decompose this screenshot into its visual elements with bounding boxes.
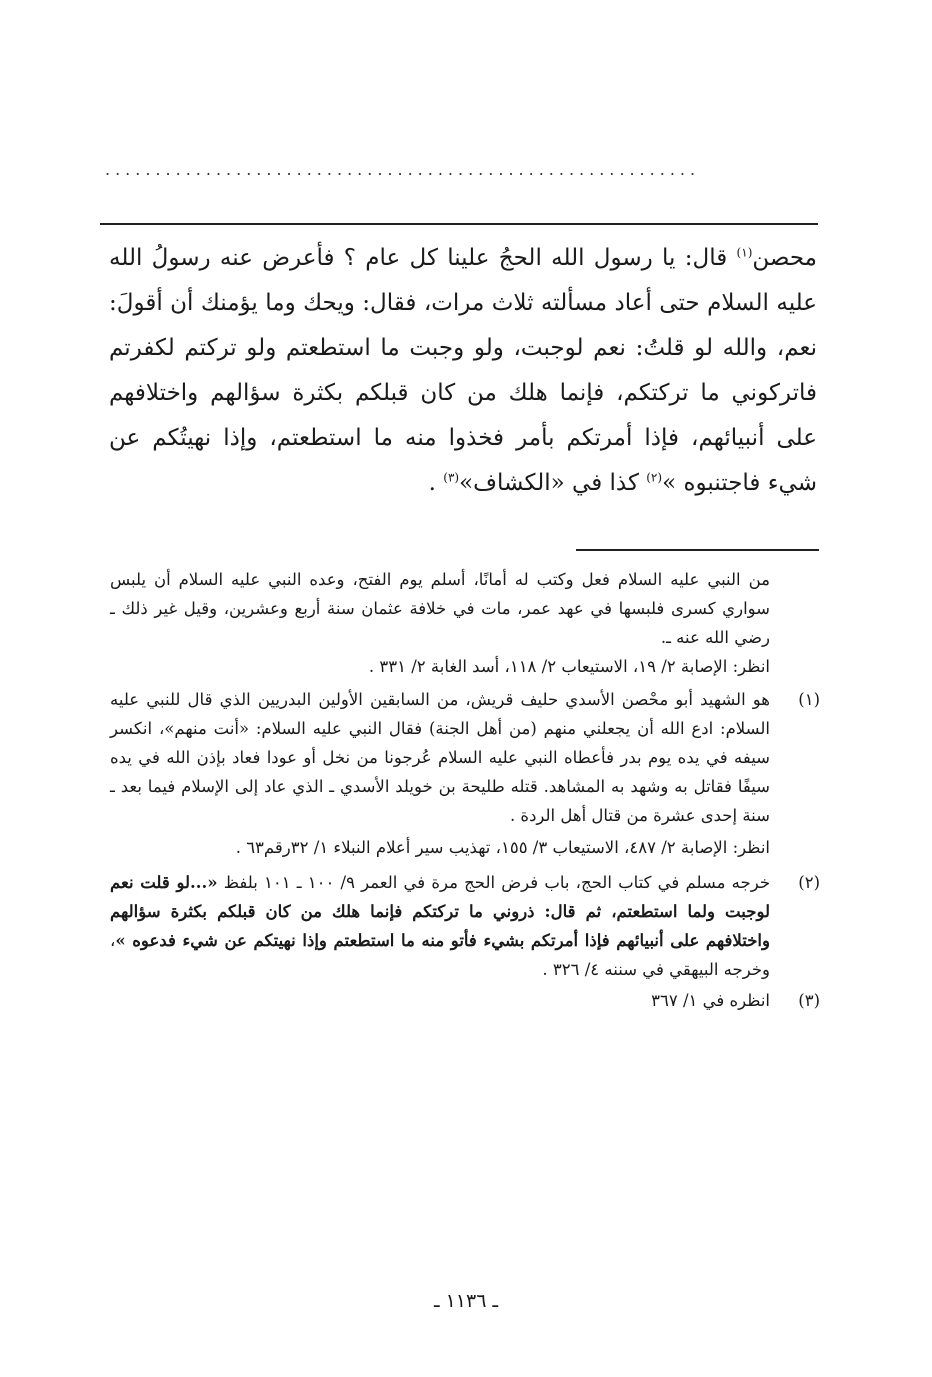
footnote-1 — [110, 685, 820, 862]
footnote-ref-1[interactable]: (١) — [736, 245, 753, 260]
footnote-ref-3[interactable]: (٣) — [443, 470, 460, 485]
footnote-rule — [576, 549, 819, 551]
page-number: ـ ١١٣٦ ـ — [433, 1290, 499, 1312]
footnote-2-text-after: ، وخرجه البيهقي في سننه ٤/ ٣٢٦ . — [110, 931, 770, 979]
main-text — [109, 236, 817, 506]
main-text-part-2: كذا في «الكشاف» — [459, 470, 647, 496]
footnote-2 — [110, 868, 820, 984]
footnote-continuation: من النبي عليه السلام فعل وكتب له أمانًا، أسلم يوم الفتح، وعده النبي عليه السلام أن يلبس سواري كسرى فلبسها في عهد عمر، مات في خلافة عثمان سنة أربع وعشرين، وقيل غير ذلك ـ رضي الله عنه ـ. — [110, 570, 770, 647]
footnotes — [110, 565, 820, 1015]
footnote-3-text: انظره في ١/ ٣٦٧ — [651, 991, 770, 1010]
footnote-2-text — [110, 868, 770, 984]
main-opening: محصن — [752, 245, 817, 271]
footnote-3 — [110, 986, 820, 1015]
footnote-2-text-before: خرجه مسلم في كتاب الحج، باب فرض الحج مرة في العمر ٩/ ١٠٠ ـ ١٠١ بلفظ — [217, 873, 771, 892]
footnote-2-number: (٢) — [798, 873, 820, 892]
footnote-1-text: هو الشهيد أبو محْصن الأسدي حليف قريش، من السابقين الأولين البدريين الذي قال للنبي عليه السلام: ادع الله أن يجعلني منهم (من أهل الجنة) فقال النبي عليه السلام: «أنت منهم»، انكسر سيفه في يده يوم بدر فأعطاه النبي عليه السلام عُرجونا من نخل أو عودا فعاد بإذن الله في يده سيفًا فقاتل به وشهد به المشاهد. قتله طليحة بن خويلد الأسدي ـ الذي عاد إلى الإسلام فيما بعد ـ سنة إحدى عشرة من قتال أهل الردة . — [110, 690, 770, 825]
footnote-1-source: انظر: الإصابة ٢/ ٤٨٧، الاستيعاب ٣/ ١٥٥، تهذيب سير أعلام النبلاء ١/ ٣٢رقم٦٣ . — [235, 838, 770, 857]
footnote-2-quote: «...لو قلت نعم لوجبت ولما استطعتم، ثم قال: ذروني ما تركتكم فإنما هلك من كان قبلكم بكثرة سؤالهم واختلافهم على أنبيائهم فإذا أمرتكم بشيء فأتو منه ما استطعتم وإذا نهيتكم عن شيء فدعوه » — [110, 873, 770, 950]
footnote-3-number: (٣) — [798, 991, 820, 1010]
top-rule — [100, 223, 818, 225]
footnote-ref-2[interactable]: (٢) — [646, 470, 663, 485]
main-paragraph — [109, 236, 817, 506]
dotted-separator: ........................................................... — [105, 160, 701, 179]
main-text-part-3: . — [428, 470, 444, 496]
footnote-continuation-source: انظر: الإصابة ٢/ ١٩، الاستيعاب ٢/ ١١٨، أسد الغابة ٢/ ٣٣١ . — [368, 657, 770, 676]
main-text-part-1: قال: يا رسول الله الحجُ علينا كل عام ؟ فأعرض عنه رسولُ الله عليه السلام حتى أعاد مسألته ثلاث مرات، فقال: ويحك وما يؤمنك أن أقولَ: نعم، والله لو قلتُ: نعم لوجبت، ولو وجبت ما استطعتم ولو تركتم لكفرتم فاتركوني ما تركتكم، فإنما هلك من كان قبلكم بكثرة سؤالهم واختلافهم على أنبيائهم، فإذا أمرتكم بأمر فخذوا منه ما استطعتم، وإذا نهيتُكم عن شيء فاجتنبوه » — [109, 245, 817, 496]
footnote-1-number: (١) — [798, 690, 820, 709]
